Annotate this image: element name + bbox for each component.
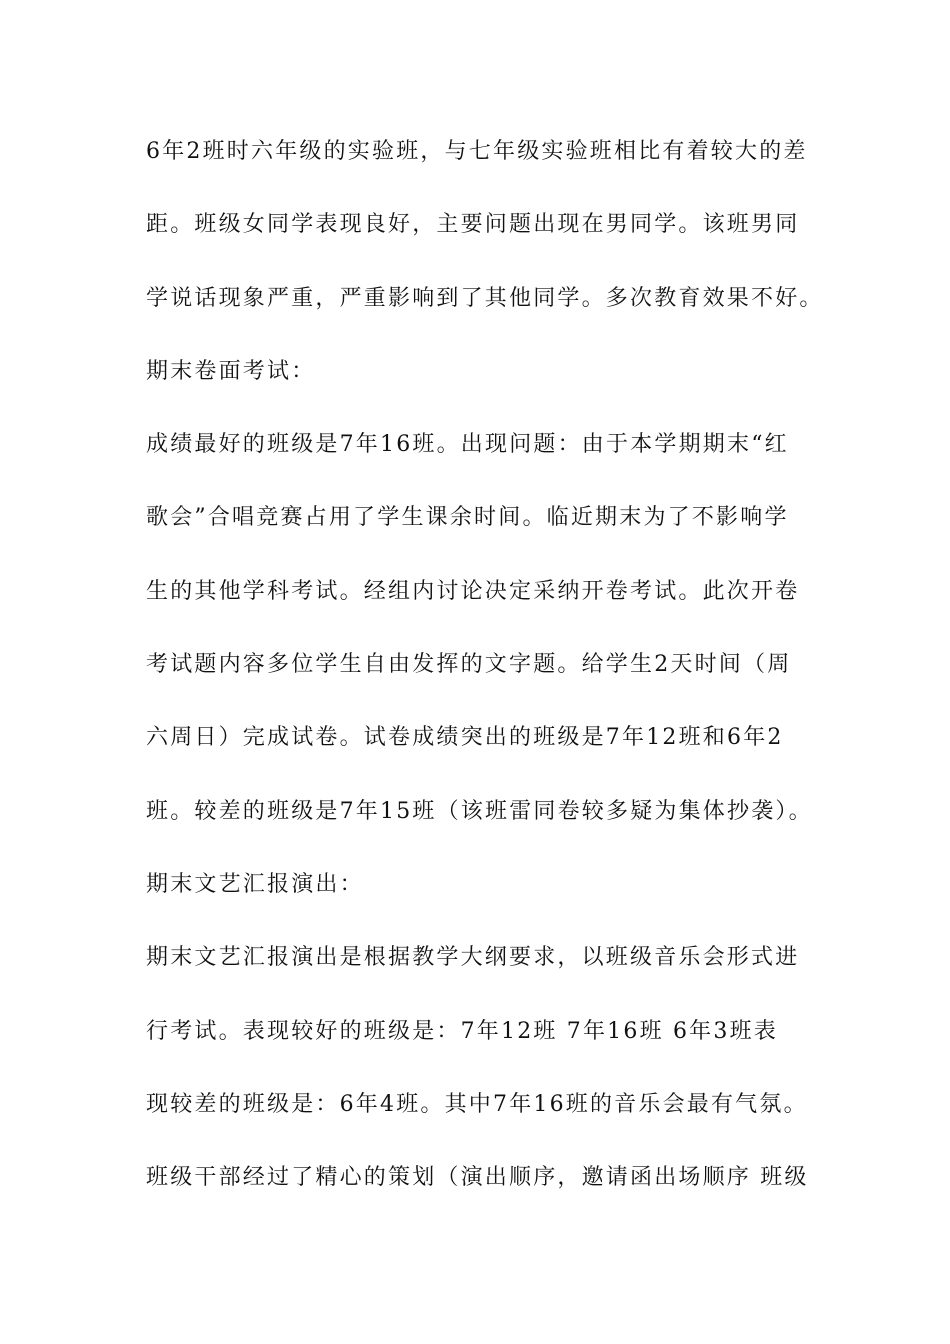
document-body (146, 128, 824, 1227)
paragraph-line: 期末文艺汇报演出是根据教学大纲要求，以班级音乐会形式进 (146, 945, 800, 971)
paragraph-line: 班。较差的班级是7年15班（该班雷同卷较多疑为集体抄袭）。 (146, 798, 813, 824)
paragraph-line: 学说话现象严重，严重影响到了其他同学。多次教育效果不好。 (146, 285, 824, 311)
paragraph-line: 距。班级女同学表现良好，主要问题出现在男同学。该班男同 (146, 212, 800, 238)
paragraph-line: 歌会”合唱竞赛占用了学生课余时间。临近期末为了不影响学 (146, 505, 789, 531)
paragraph-line: 现较差的班级是：6年4班。其中7年16班的音乐会最有气氛。 (146, 1091, 808, 1117)
paragraph-line: 成绩最好的班级是7年16班。出现问题：由于本学期期末“红 (146, 432, 789, 458)
section-heading: 期末卷面考试： (146, 358, 316, 384)
paragraph-line: 班级干部经过了精心的策划（演出顺序，邀请函出场顺序 班级 (146, 1165, 809, 1191)
section-heading: 期末文艺汇报演出： (146, 871, 364, 897)
paragraph-line: 生的其他学科考试。经组内讨论决定采纳开卷考试。此次开卷 (146, 578, 800, 604)
paragraph-line: 行考试。表现较好的班级是：7年12班 7年16班 6年3班表 (146, 1018, 778, 1044)
paragraph-line: 考试题内容多位学生自由发挥的文字题。给学生2天时间（周 (146, 652, 792, 678)
paragraph-line: 6年2班时六年级的实验班，与七年级实验班相比有着较大的差 (146, 139, 808, 164)
paragraph-line: 六周日）完成试卷。试卷成绩突出的班级是7年12班和6年2 (146, 725, 784, 751)
